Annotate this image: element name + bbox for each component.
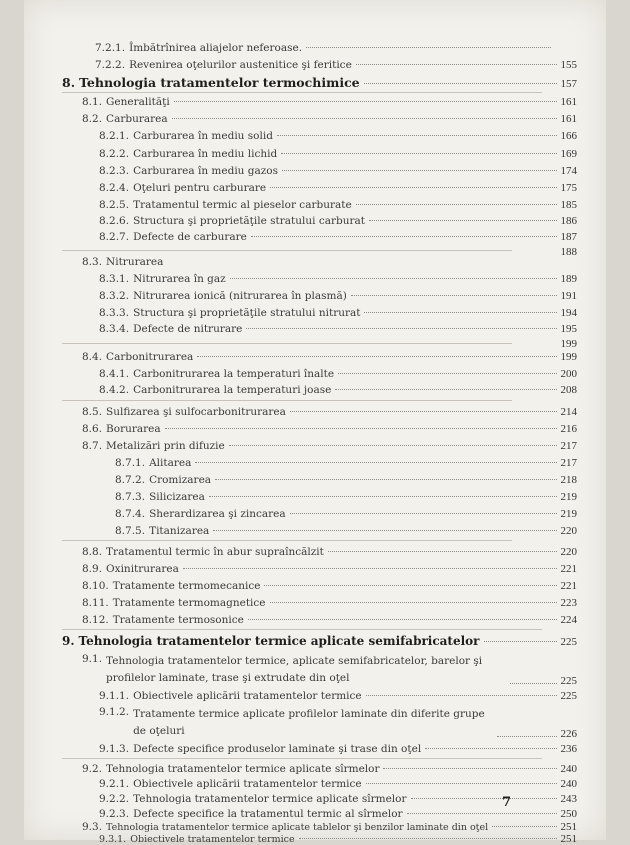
leader-dots bbox=[290, 411, 557, 412]
toc-entry bbox=[99, 231, 577, 243]
toc-entry bbox=[82, 423, 577, 435]
toc-entry-number: 8.2.5. bbox=[99, 199, 130, 211]
toc-entry-title: Tratamentul termic al pieselor carburate bbox=[133, 199, 352, 211]
divider bbox=[62, 92, 542, 93]
toc-entry-page: 169 bbox=[560, 148, 577, 160]
toc-entry-title: Carbonitrurarea la temperaturi joase bbox=[133, 384, 332, 396]
toc-entry bbox=[99, 165, 577, 177]
leader-dots bbox=[299, 838, 557, 839]
toc-entry-title: Oxinitrurarea bbox=[106, 563, 179, 575]
toc-entry-number: 8.1. bbox=[82, 96, 103, 108]
leader-dots bbox=[174, 101, 557, 102]
toc-entry-number: 8.11. bbox=[82, 597, 109, 609]
divider bbox=[62, 343, 512, 344]
toc-entry-number: 8.2.2. bbox=[99, 148, 130, 160]
toc-entry bbox=[99, 148, 577, 160]
toc-entry-page: 195 bbox=[560, 323, 577, 335]
toc-entry-page: 174 bbox=[560, 165, 577, 177]
toc-entry bbox=[82, 440, 577, 452]
toc-entry-page: 161 bbox=[560, 113, 577, 125]
toc-entry bbox=[82, 597, 577, 609]
toc-entry bbox=[82, 351, 577, 363]
toc-entry-title: Carbonitrurarea la temperaturi înalte bbox=[133, 368, 335, 380]
toc-entry bbox=[99, 368, 577, 380]
toc-entry-title: Structura şi proprietăţile stratului nitrurat bbox=[133, 307, 361, 319]
toc-entry-number: 9.1. bbox=[82, 653, 103, 665]
divider bbox=[62, 540, 512, 541]
toc-entry-number: 7.2.2. bbox=[95, 59, 126, 71]
toc-entry-page: 224 bbox=[560, 614, 577, 626]
toc-entry-title: Alitarea bbox=[149, 457, 192, 469]
toc-entry-page: 185 bbox=[560, 199, 577, 211]
toc-entry-title: Tratamente termosonice bbox=[112, 614, 244, 626]
toc-entry-number: 8.7.2. bbox=[115, 474, 146, 486]
toc-entry-number: 8.12. bbox=[82, 614, 109, 626]
toc-entry-page: 191 bbox=[560, 290, 577, 302]
toc-entry-number: 8.2.6. bbox=[99, 215, 130, 227]
leader-dots bbox=[335, 389, 556, 390]
toc-entry-number: 8.5. bbox=[82, 406, 103, 418]
toc-entry-number: 9.1.2. bbox=[99, 706, 130, 718]
toc-entry bbox=[99, 130, 577, 142]
leader-dots bbox=[213, 530, 556, 531]
leader-dots bbox=[215, 479, 556, 480]
toc-entry-number: 8.3.1. bbox=[99, 273, 130, 285]
toc-entry-title: Defecte de carburare bbox=[133, 231, 247, 243]
toc-entry-number: 8.2.4. bbox=[99, 182, 130, 194]
toc-entry-title: Carburarea în mediu solid bbox=[133, 130, 273, 142]
leader-dots bbox=[510, 683, 556, 684]
toc-entry-title: Cromizarea bbox=[149, 474, 212, 486]
toc-entry-number: 8.10. bbox=[82, 580, 109, 592]
leader-dots bbox=[270, 187, 556, 188]
toc-entry bbox=[99, 833, 577, 845]
toc-entry-title: Defecte de nitrurare bbox=[133, 323, 243, 335]
toc-entry-number: 8.7. bbox=[82, 440, 103, 452]
toc-entry-title: Tratamente termomagnetice bbox=[112, 597, 266, 609]
toc-entry-title: Nitrurarea ionică (nitrurarea în plasmă) bbox=[133, 290, 347, 302]
toc-entry-title: Revenirea oţelurilor austenitice şi feritice bbox=[129, 59, 352, 71]
toc-entry-title: Sherardizarea şi zincarea bbox=[149, 508, 286, 520]
toc-entry-page: 219 bbox=[560, 508, 577, 520]
toc-entry-title: Tehnologia tratamentelor termice aplicate sîrmelor bbox=[133, 793, 407, 805]
toc-entry-page: 157 bbox=[560, 78, 577, 90]
leader-dots bbox=[246, 328, 556, 329]
toc-entry bbox=[82, 96, 577, 108]
toc-entry-title: Nitrurarea în gaz bbox=[133, 273, 226, 285]
toc-entry-number: 9.2. bbox=[82, 763, 103, 775]
toc-entry bbox=[95, 59, 577, 71]
leader-dots bbox=[248, 619, 557, 620]
leader-dots bbox=[264, 585, 556, 586]
leader-dots bbox=[407, 813, 557, 814]
leader-dots bbox=[183, 568, 557, 569]
toc-entry-title: Metalizări prin difuzie bbox=[106, 440, 225, 452]
leader-dots bbox=[277, 135, 557, 136]
leader-dots bbox=[366, 695, 557, 696]
leader-dots bbox=[492, 826, 556, 827]
toc-entry-number: 9.2.2. bbox=[99, 793, 130, 805]
toc-entry-page: 243 bbox=[560, 793, 577, 805]
toc-entry-page: 155 bbox=[560, 59, 577, 71]
toc-entry-number: 9.1.3. bbox=[99, 743, 130, 755]
toc-entry-page: 251 bbox=[560, 821, 577, 833]
toc-entry bbox=[99, 384, 577, 396]
toc-entry-page: 219 bbox=[560, 491, 577, 503]
toc-entry-page: 250 bbox=[560, 808, 577, 820]
toc-entry-page: 220 bbox=[560, 525, 577, 537]
leader-dots bbox=[383, 768, 556, 769]
leader-dots bbox=[195, 462, 556, 463]
toc-entry-page: 186 bbox=[560, 215, 577, 227]
toc-entry bbox=[99, 215, 577, 227]
toc-entry-page: 208 bbox=[560, 384, 577, 396]
toc-entry-page: 199 bbox=[560, 351, 577, 363]
toc-entry-number: 8.7.5. bbox=[115, 525, 146, 537]
toc-entry-number: 9.2.3. bbox=[99, 808, 130, 820]
toc-entry-number: 8.2. bbox=[82, 113, 103, 125]
toc-entry-page: 217 bbox=[560, 457, 577, 469]
leader-dots bbox=[425, 748, 556, 749]
toc-entry-page: 251 bbox=[560, 833, 577, 845]
toc-entry bbox=[115, 491, 577, 503]
toc-entry-title: Obiectivele aplicării tratamentelor termice bbox=[133, 690, 362, 702]
toc-chapter-entry bbox=[62, 634, 577, 648]
toc-entry-page: 194 bbox=[560, 307, 577, 319]
toc-entry-number: 9. bbox=[62, 634, 75, 648]
toc-entry bbox=[115, 474, 577, 486]
toc-entry bbox=[82, 563, 577, 575]
toc-entry-page: 187 bbox=[560, 231, 577, 243]
toc-entry-number: 8.4.1. bbox=[99, 368, 130, 380]
toc-entry-number: 8.3.3. bbox=[99, 307, 130, 319]
toc-entry-page: 226 bbox=[560, 728, 577, 740]
leader-dots bbox=[411, 798, 557, 799]
toc-entry-page: 217 bbox=[560, 440, 577, 452]
leader-dots bbox=[281, 153, 556, 154]
leader-dots bbox=[338, 373, 556, 374]
toc-chapter-entry bbox=[62, 75, 577, 90]
toc-continuation bbox=[522, 246, 577, 258]
toc-entry-title: Tratamente termomecanice bbox=[112, 580, 261, 592]
toc-entry-number: 8.6. bbox=[82, 423, 103, 435]
toc-entry-page: 225 bbox=[560, 690, 577, 702]
toc-entry-title: Silicizarea bbox=[149, 491, 205, 503]
divider bbox=[62, 629, 542, 630]
toc-entry-number: 8. bbox=[62, 75, 76, 90]
leader-dots bbox=[364, 83, 557, 84]
toc-entry bbox=[82, 763, 577, 775]
toc-entry-number: 8.3.2. bbox=[99, 290, 130, 302]
book-page bbox=[24, 0, 606, 845]
toc-entry-title: Borurarea bbox=[106, 423, 161, 435]
toc-entry-page: 218 bbox=[560, 474, 577, 486]
toc-entry bbox=[115, 525, 577, 537]
toc-entry-title: Carburarea în mediu lichid bbox=[133, 148, 278, 160]
toc-entry-page: 216 bbox=[560, 423, 577, 435]
toc-entry-number: 8.8. bbox=[82, 546, 103, 558]
toc-entry bbox=[82, 614, 577, 626]
leader-dots bbox=[364, 312, 556, 313]
toc-entry-number: 8.2.3. bbox=[99, 165, 130, 177]
toc-entry-number: 8.7.1. bbox=[115, 457, 146, 469]
leader-dots bbox=[172, 118, 557, 119]
toc-entry-number: 9.3. bbox=[82, 821, 103, 833]
divider bbox=[62, 250, 512, 251]
toc-entry-page: 221 bbox=[560, 580, 577, 592]
toc-entry bbox=[99, 273, 577, 285]
leader-dots bbox=[497, 736, 556, 737]
toc-entry-title: Tratamente termice aplicate profilelor laminate din diferite grupe de oţeluri bbox=[133, 708, 485, 737]
table-of-contents bbox=[24, 0, 606, 845]
toc-entry bbox=[82, 113, 577, 125]
toc-entry bbox=[82, 406, 577, 418]
toc-entry-number: 8.3.4. bbox=[99, 323, 130, 335]
toc-entry-page: 188 bbox=[560, 246, 577, 258]
toc-entry-title: Sulfizarea şi sulfocarbonitrurarea bbox=[106, 406, 286, 418]
toc-entry-title: Obiectivele aplicării tratamentelor termice bbox=[133, 778, 362, 790]
leader-dots bbox=[484, 641, 557, 642]
toc-entry bbox=[82, 821, 577, 833]
toc-entry-page: 200 bbox=[560, 368, 577, 380]
toc-entry-title: Defecte specifice la tratamentul termic al sîrmelor bbox=[133, 808, 403, 820]
toc-entry bbox=[99, 323, 577, 335]
toc-entry bbox=[95, 42, 555, 54]
toc-entry bbox=[115, 508, 577, 520]
toc-entry-number: 8.7.4. bbox=[115, 508, 146, 520]
toc-continuation bbox=[522, 338, 577, 350]
leader-dots bbox=[251, 236, 557, 237]
toc-entry-title: Tehnologia tratamentelor termice aplicate tablelor şi benzilor laminate din oţel bbox=[106, 822, 489, 833]
toc-entry-title: Îmbătrînirea aliajelor neferoase. bbox=[129, 42, 303, 54]
toc-entry-page: 161 bbox=[560, 96, 577, 108]
divider bbox=[62, 400, 512, 401]
toc-entry-number: 8.9. bbox=[82, 563, 103, 575]
toc-entry-number: 8.4.2. bbox=[99, 384, 130, 396]
leader-dots bbox=[306, 47, 551, 48]
toc-entry-number: 9.2.1. bbox=[99, 778, 130, 790]
toc-entry-page: 175 bbox=[560, 182, 577, 194]
toc-entry-title: Carburarea în mediu gazos bbox=[133, 165, 279, 177]
toc-entry-title: Tratamentul termic în abur supraîncălzit bbox=[106, 546, 324, 558]
toc-entry-page: 223 bbox=[560, 597, 577, 609]
leader-dots bbox=[165, 428, 557, 429]
toc-entry-number: 9.3.1. bbox=[99, 834, 127, 845]
toc-entry-number: 8.4. bbox=[82, 351, 103, 363]
toc-entry-page: 189 bbox=[560, 273, 577, 285]
leader-dots bbox=[366, 783, 557, 784]
toc-entry bbox=[99, 743, 577, 755]
divider bbox=[62, 758, 542, 759]
toc-entry-page: 225 bbox=[560, 636, 577, 648]
toc-entry-number: 8.3. bbox=[82, 256, 103, 268]
toc-entry-title: Generalităţi bbox=[106, 96, 170, 108]
toc-entry-title: Tehnologia tratamentelor termochimice bbox=[79, 75, 360, 90]
leader-dots bbox=[290, 513, 557, 514]
leader-dots bbox=[197, 356, 556, 357]
toc-entry-title: Obiectivele tratamentelor termice bbox=[130, 834, 295, 845]
leader-dots bbox=[351, 295, 557, 296]
toc-entry-page: 221 bbox=[560, 563, 577, 575]
toc-entry-page: 240 bbox=[560, 778, 577, 790]
toc-entry-title: Tehnologia tratamentelor termice aplicate sîrmelor bbox=[106, 763, 380, 775]
toc-entry-page: 236 bbox=[560, 743, 577, 755]
toc-entry bbox=[99, 307, 577, 319]
toc-entry-number: 8.7.3. bbox=[115, 491, 146, 503]
toc-entry-page: 240 bbox=[560, 763, 577, 775]
leader-dots bbox=[356, 64, 557, 65]
toc-entry-title: Oţeluri pentru carburare bbox=[133, 182, 267, 194]
toc-entry bbox=[99, 182, 577, 194]
leader-dots bbox=[270, 602, 557, 603]
leader-dots bbox=[229, 445, 557, 446]
toc-entry-title: Titanizarea bbox=[149, 525, 210, 537]
toc-entry bbox=[82, 653, 577, 687]
toc-entry-number: 9.1.1. bbox=[99, 690, 130, 702]
leader-dots bbox=[209, 496, 557, 497]
page-number: 7 bbox=[502, 795, 512, 810]
toc-entry-page: 220 bbox=[560, 546, 577, 558]
toc-entry-title: Structura şi proprietăţile stratului carburat bbox=[133, 215, 365, 227]
toc-entry-number: 8.2.7. bbox=[99, 231, 130, 243]
toc-entry-title: Tehnologia tratamentelor termice aplicate semifabricatelor bbox=[78, 634, 480, 648]
leader-dots bbox=[369, 220, 557, 221]
leader-dots bbox=[356, 204, 557, 205]
toc-entry-title: Tehnologia tratamentelor termice, aplicate semifabricatelor, barelor şi profilelor laminate, trase şi extrudate din oţel bbox=[106, 655, 483, 684]
toc-entry bbox=[99, 706, 577, 740]
toc-entry bbox=[115, 457, 577, 469]
toc-entry bbox=[82, 580, 577, 592]
toc-entry-page: 199 bbox=[560, 338, 577, 350]
toc-entry-title: Nitrurarea bbox=[106, 256, 164, 268]
toc-entry-title: Carbonitrurarea bbox=[106, 351, 194, 363]
toc-entry-title: Defecte specifice produselor laminate şi trase din oţel bbox=[133, 743, 422, 755]
toc-entry bbox=[99, 778, 577, 790]
toc-entry bbox=[82, 546, 577, 558]
toc-entry-title: Carburarea bbox=[106, 113, 168, 125]
toc-entry-number: 7.2.1. bbox=[95, 42, 126, 54]
toc-entry bbox=[99, 290, 577, 302]
toc-entry-page: 214 bbox=[560, 406, 577, 418]
leader-dots bbox=[282, 170, 556, 171]
leader-dots bbox=[230, 278, 557, 279]
toc-entry bbox=[82, 256, 282, 268]
toc-entry-number: 8.2.1. bbox=[99, 130, 130, 142]
toc-entry bbox=[99, 199, 577, 211]
toc-entry-page: 166 bbox=[560, 130, 577, 142]
toc-entry-page: 225 bbox=[560, 675, 577, 687]
toc-entry bbox=[99, 690, 577, 702]
leader-dots bbox=[328, 551, 557, 552]
